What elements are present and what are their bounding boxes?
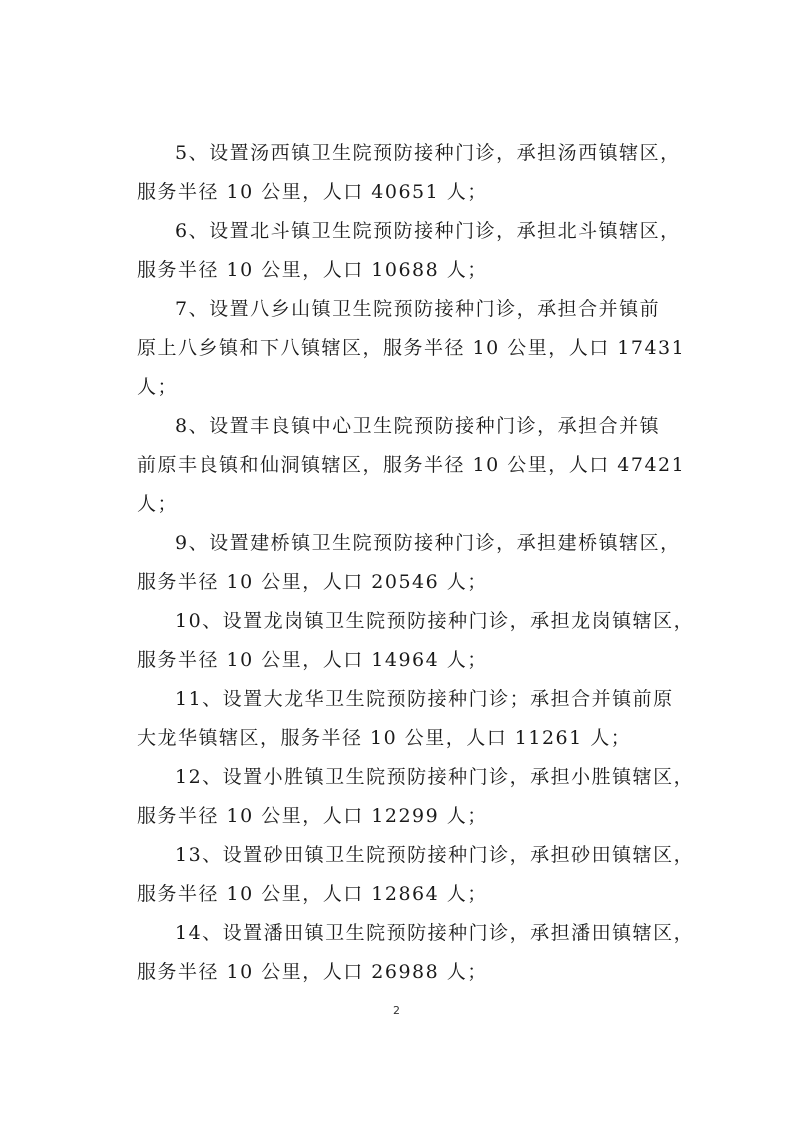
paragraph-10 (137, 602, 695, 680)
text-line: 服务半径 10 公里，人口 40651 人； (137, 181, 488, 203)
paragraph-7 (137, 290, 686, 407)
text-line: 12、设置小胜镇卫生院预防接种门诊，承担小胜镇辖区， (175, 766, 695, 788)
text-line: 11、设置大龙华卫生院预防接种门诊；承担合并镇前原 (175, 688, 674, 710)
text-line: 服务半径 10 公里，人口 14964 人； (137, 649, 488, 671)
text-line: 服务半径 10 公里，人口 26988 人； (137, 961, 488, 983)
page-number: 2 (393, 1004, 400, 1017)
paragraph-11 (137, 680, 674, 758)
text-line: 10、设置龙岗镇卫生院预防接种门诊，承担龙岗镇辖区， (175, 610, 695, 632)
text-line: 5、设置汤西镇卫生院预防接种门诊，承担汤西镇辖区， (175, 142, 681, 164)
text-line: 大龙华镇辖区，服务半径 10 公里，人口 11261 人； (137, 727, 632, 749)
text-line: 9、设置建桥镇卫生院预防接种门诊，承担建桥镇辖区， (175, 532, 681, 554)
text-line: 服务半径 10 公里，人口 20546 人； (137, 571, 488, 593)
paragraph-5 (137, 134, 681, 212)
text-line: 服务半径 10 公里，人口 10688 人； (137, 259, 488, 281)
paragraph-12 (137, 758, 695, 836)
document-body (137, 134, 695, 992)
text-line: 服务半径 10 公里，人口 12864 人； (137, 883, 488, 905)
paragraph-9 (137, 524, 681, 602)
text-line: 7、设置八乡山镇卫生院预防接种门诊，承担合并镇前 (175, 298, 661, 320)
text-line: 13、设置砂田镇卫生院预防接种门诊，承担砂田镇辖区， (175, 844, 695, 866)
text-line: 8、设置丰良镇中心卫生院预防接种门诊，承担合并镇 (175, 415, 661, 437)
paragraph-13 (137, 836, 695, 914)
text-line: 人； (137, 493, 179, 515)
paragraph-14 (137, 914, 695, 992)
text-line: 人； (137, 376, 179, 398)
text-line: 服务半径 10 公里，人口 12299 人； (137, 805, 488, 827)
text-line: 原上八乡镇和下八镇辖区，服务半径 10 公里，人口 17431 (137, 337, 686, 359)
paragraph-8 (137, 407, 686, 524)
text-line: 14、设置潘田镇卫生院预防接种门诊，承担潘田镇辖区， (175, 922, 695, 944)
text-line: 前原丰良镇和仙洞镇辖区，服务半径 10 公里，人口 47421 (137, 454, 686, 476)
paragraph-6 (137, 212, 681, 290)
text-line: 6、设置北斗镇卫生院预防接种门诊，承担北斗镇辖区， (175, 220, 681, 242)
